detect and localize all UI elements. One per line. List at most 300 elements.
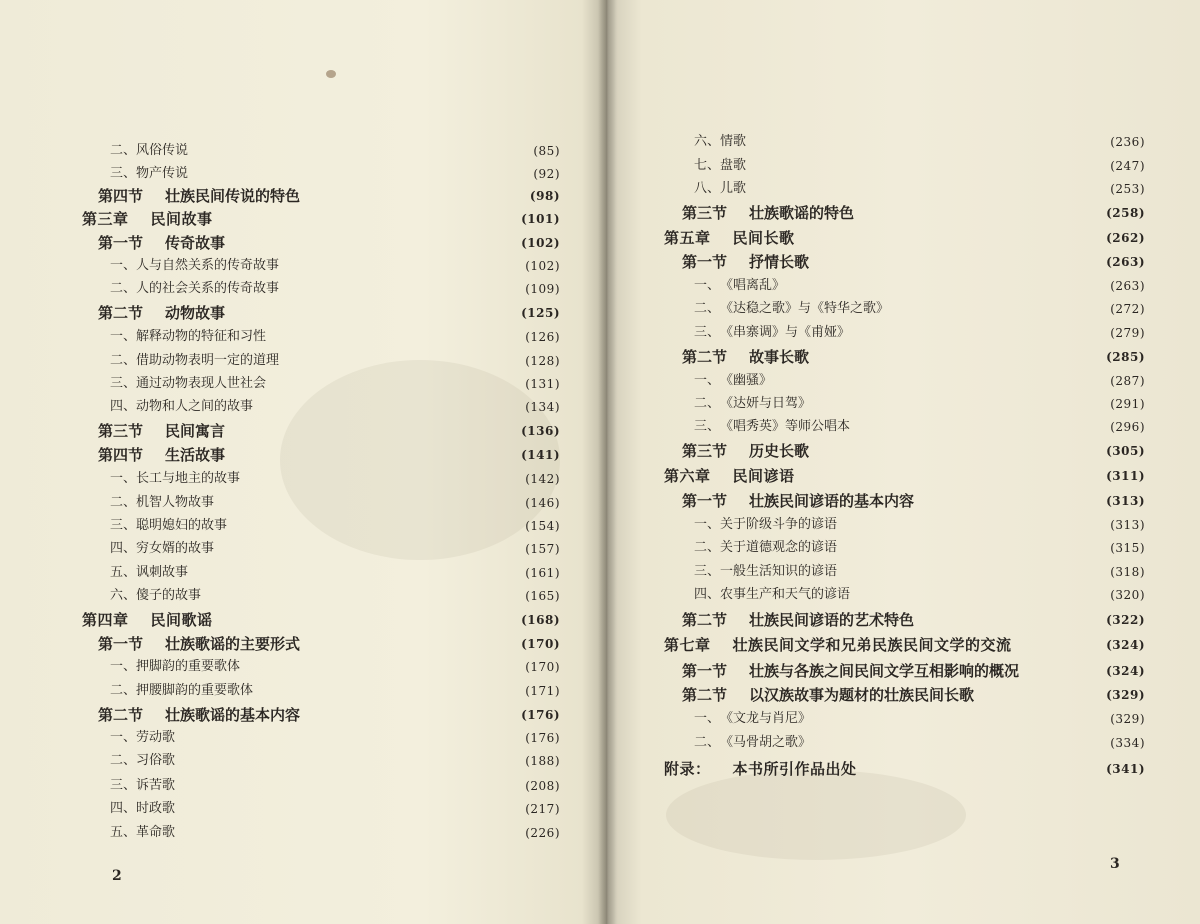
toc-label: 解释动物的特征和习性 [136,329,267,344]
toc-title [110,775,175,797]
toc-label: 盘歌 [720,158,747,173]
toc-entry [110,798,560,820]
toc-section [98,704,560,726]
toc-chapter [82,609,560,631]
toc-page-number: ( 334 ) [1110,732,1145,754]
toc-title [110,492,214,514]
toc-prefix: 一、 [110,329,137,344]
dot-leader [854,584,1106,606]
toc-title [98,444,225,466]
toc-page-number: ( 320 ) [1110,584,1145,606]
toc-section [98,232,560,254]
toc-prefix: 四、 [110,399,137,414]
toc-label: 故事长歌 [749,348,810,366]
toc-page-number: ( 263 ) [1106,251,1145,273]
toc-entry [110,562,560,584]
toc-label: 长工与地主的故事 [136,471,241,486]
toc-title [682,684,974,706]
dot-leader [218,492,521,514]
toc-page-number: ( 146 ) [525,492,560,514]
toc-prefix: 第一节 [682,492,728,510]
toc-page-number: ( 85 ) [533,140,560,162]
toc-page-number: ( 279 ) [1110,322,1145,344]
toc-page-number: ( 126 ) [525,326,560,348]
toc-prefix: 四、 [694,587,721,602]
dot-leader [231,515,521,537]
dot-leader [813,440,1102,462]
toc-entry [694,298,1145,320]
dot-leader [854,416,1106,438]
toc-prefix: 第三节 [682,442,728,460]
toc-page-number: ( 329 ) [1106,684,1145,706]
toc-page-number: ( 102 ) [525,255,560,277]
toc-prefix: 一、 [694,373,721,388]
toc-entry [110,468,560,490]
toc-entry [694,178,1145,200]
toc-label: 农事生产和天气的谚语 [720,587,851,602]
toc-title [694,275,785,297]
toc-page-number: ( 318 ) [1110,561,1145,583]
toc-title [682,660,1019,682]
toc-page-number: ( 170 ) [521,633,560,655]
toc-prefix: 一、 [694,278,721,293]
dot-leader [750,178,1106,200]
toc-chapter [664,634,1145,656]
toc-section [682,346,1145,368]
toc-label: 机智人物故事 [136,495,215,510]
toc-entry [110,140,560,162]
toc-label: 《串寨调》与《甫娅》 [720,325,851,340]
toc-page-number: ( 98 ) [530,185,560,207]
toc-label: 以汉族故事为题材的壮族民间长歌 [749,686,975,704]
dot-leader [858,202,1102,224]
toc-label: 情歌 [720,134,747,149]
dot-leader [978,684,1102,706]
toc-entry [110,727,560,749]
dot-leader [813,251,1102,273]
toc-label: 民间长歌 [732,229,795,247]
dot-leader [257,680,521,702]
toc-label: 押腰脚韵的重要歌体 [136,683,254,698]
toc-title [694,732,811,754]
toc-section [682,490,1145,512]
toc-title [98,704,300,726]
toc-page-number: ( 305 ) [1106,440,1145,462]
toc-label: 民间歌谣 [150,611,213,629]
toc-section [682,202,1145,224]
toc-prefix: 第五章 [664,229,711,247]
toc-prefix: 第六章 [664,467,711,485]
toc-title [682,202,854,224]
toc-label: 民间故事 [150,210,213,228]
toc-label: 传奇故事 [165,234,226,252]
toc-page-number: ( 263 ) [1110,275,1145,297]
toc-entry [110,750,560,772]
toc-prefix: 一、 [694,517,721,532]
toc-prefix: 四、 [110,801,137,816]
toc-page-number: ( 315 ) [1110,537,1145,559]
toc-label: 人的社会关系的传奇故事 [136,281,280,296]
dot-leader [815,708,1106,730]
toc-title [694,155,746,177]
toc-title [694,298,889,320]
toc-prefix: 六、 [694,134,721,149]
toc-title [82,208,213,230]
toc-title [98,633,300,655]
toc-section [682,251,1145,273]
toc-prefix: 一、 [110,258,137,273]
toc-prefix: 第二节 [682,611,728,629]
toc-label: 壮族歌谣的特色 [749,204,855,222]
toc-prefix: 附录： [664,760,711,778]
dot-leader [841,537,1106,559]
toc-prefix: 第一节 [98,234,144,252]
dot-leader [750,131,1106,153]
dot-leader [217,609,518,631]
toc-label: 借助动物表明一定的道理 [136,353,280,368]
toc-page-number: ( 154 ) [525,515,560,537]
toc-chapter [664,465,1145,487]
toc-prefix: 六、 [110,588,137,603]
toc-label: 《达稳之歌》与《特华之歌》 [720,301,890,316]
toc-page-number: ( 101 ) [521,208,560,230]
toc-entry [110,680,560,702]
dot-leader [750,155,1106,177]
dot-leader [799,465,1103,487]
toc-page-number: ( 287 ) [1110,370,1145,392]
toc-entry [110,278,560,300]
toc-title [110,350,279,372]
dot-leader [304,704,517,726]
dot-leader [815,393,1106,415]
toc-prefix: 三、 [110,518,137,533]
toc-page-number: ( 324 ) [1106,634,1145,656]
toc-page-number: ( 170 ) [525,656,560,678]
toc-title [110,373,266,395]
toc-section [682,440,1145,462]
toc-label: 人与自然关系的传奇故事 [136,258,280,273]
dot-leader [789,275,1106,297]
dot-leader [304,185,526,207]
toc-prefix: 一、 [110,659,137,674]
toc-page-number: ( 134 ) [525,396,560,418]
toc-chapter [664,227,1145,249]
toc-entry [694,322,1145,344]
toc-prefix: 二、 [694,301,721,316]
ink-spot [326,70,336,78]
toc-entry [110,350,560,372]
toc-page-number: ( 324 ) [1106,660,1145,682]
toc-title [110,140,188,162]
dot-leader [1023,660,1102,682]
dot-leader [918,609,1102,631]
toc-title [110,680,253,702]
toc-label: 民间谚语 [732,467,795,485]
toc-page-number: ( 313 ) [1110,514,1145,536]
toc-label: 《马骨胡之歌》 [720,735,812,750]
toc-prefix: 三、 [694,419,721,434]
toc-page-number: ( 272 ) [1110,298,1145,320]
dot-leader [229,302,517,324]
toc-title [664,227,795,249]
toc-label: 壮族民间谚语的艺术特色 [749,611,915,629]
toc-label: 一般生活知识的谚语 [720,564,838,579]
toc-page-number: ( 157 ) [525,538,560,560]
toc-label: 壮族歌谣的主要形式 [165,635,301,653]
toc-label: 关于阶级斗争的谚语 [720,517,838,532]
toc-title [694,561,837,583]
dot-leader [257,396,521,418]
toc-prefix: 第二节 [98,304,144,322]
toc-entry [694,584,1145,606]
toc-prefix: 第二节 [98,706,144,724]
toc-prefix: 第四节 [98,187,144,205]
toc-title [664,634,1012,656]
toc-page-number: ( 165 ) [525,585,560,607]
toc-label: 关于道德观念的谚语 [720,540,838,555]
toc-label: 时政歌 [136,801,176,816]
toc-prefix: 二、 [694,396,721,411]
toc-page-number: ( 168 ) [521,609,560,631]
dot-leader [229,232,517,254]
toc-prefix: 三、 [110,778,137,793]
dot-leader [854,322,1106,344]
toc-title [110,515,227,537]
toc-title [664,758,857,780]
book-spine [598,0,616,924]
toc-title [694,370,772,392]
toc-label: 傻子的故事 [136,588,202,603]
toc-prefix: 七、 [694,158,721,173]
dot-leader [179,727,521,749]
toc-label: 押脚韵的重要歌体 [136,659,241,674]
toc-title [682,609,914,631]
toc-page-number: ( 217 ) [525,798,560,820]
toc-title [682,251,809,273]
toc-entry [110,538,560,560]
toc-section [682,660,1145,682]
toc-page-number: ( 125 ) [521,302,560,324]
toc-page-number: ( 313 ) [1106,490,1145,512]
toc-prefix: 二、 [110,683,137,698]
dot-leader [192,562,521,584]
toc-label: 风俗传说 [136,143,189,158]
toc-page-number: ( 136 ) [521,420,560,442]
dot-leader [776,370,1106,392]
toc-prefix: 第一节 [98,635,144,653]
toc-label: 动物故事 [165,304,226,322]
toc-entry [694,416,1145,438]
toc-title [110,396,253,418]
toc-prefix: 二、 [110,495,137,510]
toc-prefix: 第一节 [682,253,728,271]
toc-entry [110,373,560,395]
dot-leader [229,420,517,442]
toc-prefix: 第三章 [82,210,129,228]
toc-title [110,562,188,584]
dot-leader [813,346,1102,368]
toc-prefix: 第七章 [664,636,711,654]
toc-title [98,420,225,442]
toc-prefix: 第四节 [98,446,144,464]
toc-entry [694,131,1145,153]
toc-label: 革命歌 [136,825,176,840]
dot-leader [861,758,1103,780]
toc-label: 民间寓言 [165,422,226,440]
dot-leader [244,656,521,678]
toc-title [682,346,809,368]
toc-label: 《文龙与肖尼》 [720,711,812,726]
toc-prefix: 一、 [110,730,137,745]
toc-label: 儿歌 [720,181,747,196]
dot-leader [270,373,521,395]
toc-prefix: 二、 [110,353,137,368]
toc-label: 壮族与各族之间民间文学互相影响的概况 [749,662,1020,680]
toc-label: 《幽骚》 [720,373,773,388]
toc-page-number: ( 171 ) [525,680,560,702]
dot-leader [841,514,1106,536]
toc-page-number: ( 92 ) [533,163,560,185]
toc-page-number: ( 208 ) [525,775,560,797]
toc-page-number: ( 226 ) [525,822,560,844]
toc-label: 劳动歌 [136,730,176,745]
toc-title [110,798,175,820]
toc-label: 《唱秀英》等师公唱本 [720,419,851,434]
toc-prefix: 五、 [110,825,137,840]
toc-page-number: ( 296 ) [1110,416,1145,438]
toc-entry [694,155,1145,177]
toc-label: 讽刺故事 [136,565,189,580]
toc-section [98,633,560,655]
toc-title [682,440,809,462]
toc-entry [110,585,560,607]
toc-title [110,468,240,490]
toc-title [694,178,746,200]
toc-page-number: ( 311 ) [1106,465,1145,487]
toc-section [98,302,560,324]
dot-leader [179,822,521,844]
toc-prefix: 三、 [110,166,137,181]
toc-page-number: ( 176 ) [521,704,560,726]
toc-page-number: ( 188 ) [525,750,560,772]
toc-chapter [664,758,1145,780]
toc-page-number: ( 247 ) [1110,155,1145,177]
toc-label: 动物和人之间的故事 [136,399,254,414]
toc-label: 通过动物表现人世社会 [136,376,267,391]
toc-page-number: ( 102 ) [521,232,560,254]
toc-title [694,708,811,730]
toc-prefix: 第二节 [682,686,728,704]
toc-title [682,490,914,512]
toc-prefix: 二、 [110,143,137,158]
dot-leader [304,633,517,655]
toc-page-number: ( 176 ) [525,727,560,749]
toc-entry [110,255,560,277]
dot-leader [270,326,521,348]
toc-entry [110,656,560,678]
toc-title [110,538,214,560]
toc-title [110,326,266,348]
dot-leader [283,278,521,300]
toc-page-number: ( 109 ) [525,278,560,300]
toc-prefix: 四、 [110,541,137,556]
toc-page-number: ( 322 ) [1106,609,1145,631]
toc-entry [110,326,560,348]
toc-title [110,727,175,749]
toc-prefix: 五、 [110,565,137,580]
toc-entry [694,732,1145,754]
toc-title [82,609,213,631]
toc-page-number: ( 236 ) [1110,131,1145,153]
toc-label: 抒情长歌 [749,253,810,271]
toc-label: 《达妍与日驾》 [720,396,812,411]
toc-label: 壮族民间谚语的基本内容 [749,492,915,510]
toc-page-number: ( 291 ) [1110,393,1145,415]
toc-prefix: 一、 [110,471,137,486]
toc-section [682,609,1145,631]
dot-leader [1016,634,1103,656]
toc-label: 物产传说 [136,166,189,181]
toc-prefix: 第三节 [98,422,144,440]
toc-title [694,322,850,344]
toc-entry [694,537,1145,559]
toc-page-number: ( 253 ) [1110,178,1145,200]
toc-title [110,822,175,844]
dot-leader [192,163,529,185]
toc-entry [694,275,1145,297]
toc-title [110,163,188,185]
dot-leader [205,585,521,607]
toc-title [694,584,850,606]
toc-title [694,416,850,438]
dot-leader [192,140,529,162]
dot-leader [918,490,1102,512]
dot-leader [179,798,521,820]
toc-page-number: ( 329 ) [1110,708,1145,730]
toc-title [664,465,795,487]
toc-section [98,420,560,442]
toc-prefix: 二、 [110,753,137,768]
toc-title [694,393,811,415]
toc-title [110,255,279,277]
toc-page-number: ( 131 ) [525,373,560,395]
toc-title [110,656,240,678]
toc-page-number: ( 341 ) [1106,758,1145,780]
toc-page-number: ( 285 ) [1106,346,1145,368]
dot-leader [179,775,521,797]
dot-leader [217,208,518,230]
toc-title [694,131,746,153]
toc-entry [110,492,560,514]
dot-leader [244,468,521,490]
toc-title [98,185,300,207]
toc-label: 壮族民间文学和兄弟民族民间文学的交流 [732,636,1012,654]
toc-page-number: ( 262 ) [1106,227,1145,249]
toc-prefix: 第四章 [82,611,129,629]
dot-leader [283,255,521,277]
dot-leader [841,561,1106,583]
toc-prefix: 第三节 [682,204,728,222]
toc-title [694,537,837,559]
paper-stain [666,770,966,860]
toc-label: 聪明媳妇的故事 [136,518,228,533]
toc-label: 《唱离乱》 [720,278,786,293]
toc-prefix: 三、 [110,376,137,391]
toc-entry [694,561,1145,583]
dot-leader [893,298,1106,320]
toc-title [110,278,279,300]
toc-prefix: 二、 [694,735,721,750]
